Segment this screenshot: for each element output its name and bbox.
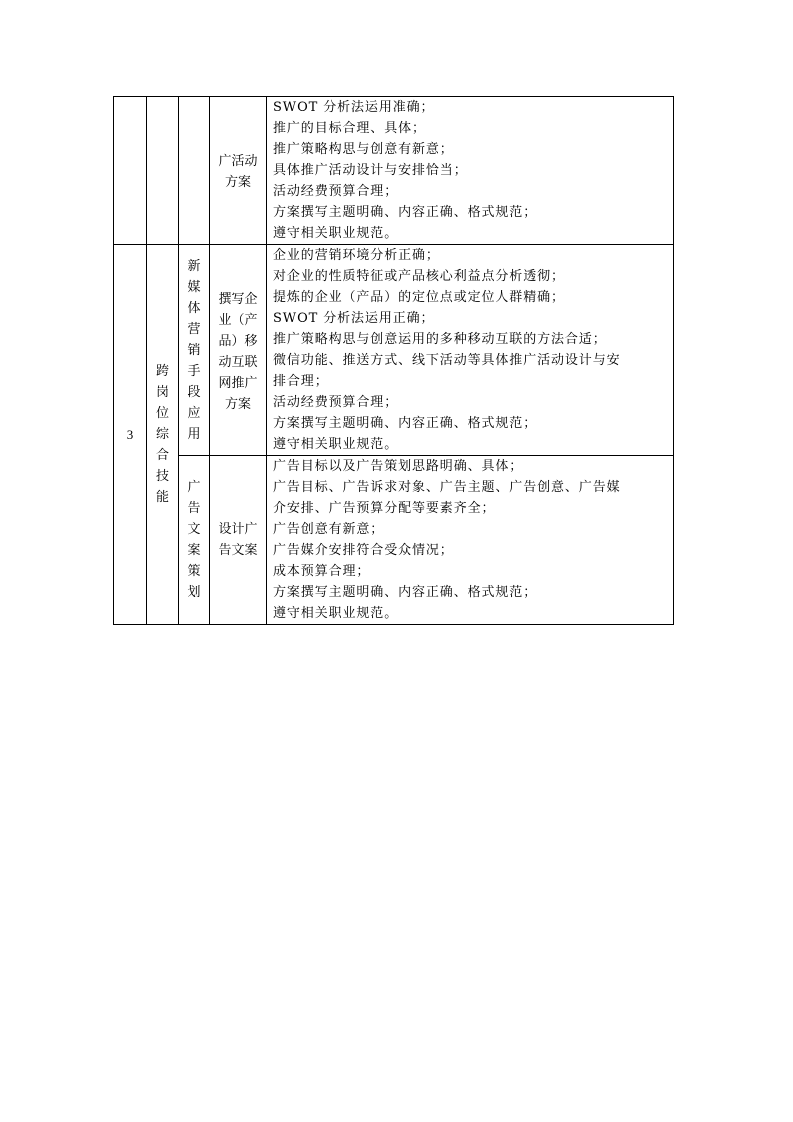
- project-name-cell: [210, 456, 267, 625]
- category-cell-empty: [147, 97, 179, 245]
- criteria-line: 广告创意有新意；: [273, 522, 385, 537]
- criteria-line: 活动经费预算合理；: [273, 184, 399, 199]
- criteria-line: 推广策略构思与创意有新意；: [273, 142, 454, 157]
- criteria-line: 遵守相关职业规范。: [273, 226, 399, 241]
- criteria-line: SWOT 分析法运用准确；: [273, 100, 435, 115]
- criteria-line: 具体推广活动设计与安排恰当；: [273, 163, 468, 178]
- criteria-line: 成本预算合理；: [273, 564, 371, 579]
- criteria-line: 广告目标以及广告策划思路明确、具体；: [273, 459, 524, 474]
- criteria-line: 广告媒介安排符合受众情况；: [273, 543, 454, 558]
- number-cell-empty: [114, 97, 147, 245]
- criteria-line: 介安排、广告预算分配等要素齐全；: [273, 501, 496, 516]
- criteria-line: 推广策略构思与创意运用的多种移动互联的方法合适；: [273, 332, 607, 347]
- module-text: 新媒体营销手段应用: [187, 258, 201, 442]
- assessment-table: [113, 96, 674, 625]
- criteria-line: 方案撰写主题明确、内容正确、格式规范；: [273, 416, 538, 431]
- section-number: 3: [126, 427, 134, 442]
- criteria-line: 排合理；: [273, 374, 329, 389]
- criteria-cell: [267, 245, 674, 456]
- criteria-line: 方案撰写主题明确、内容正确、格式规范；: [273, 205, 538, 220]
- project-name-cell: [210, 245, 267, 456]
- criteria-line: 广告目标、广告诉求对象、广告主题、广告创意、广告媒: [273, 480, 621, 495]
- project-name-text: 广活动方案: [218, 153, 258, 190]
- criteria-line: 微信功能、推送方式、线下活动等具体推广活动设计与安: [273, 353, 621, 368]
- category-text: 跨岗位综合技能: [155, 364, 169, 505]
- criteria-cell: [267, 97, 674, 245]
- criteria-line: 提炼的企业（产品）的定位点或定位人群精确；: [273, 290, 565, 305]
- criteria-line: 遵守相关职业规范。: [273, 606, 399, 621]
- table-row-ad-copy: [114, 456, 674, 625]
- module-text: 广告文案策划: [187, 480, 201, 600]
- project-name-cell: [210, 97, 267, 245]
- criteria-line: 活动经费预算合理；: [273, 395, 399, 410]
- module-cell-empty: [179, 97, 210, 245]
- section-number-cell: [114, 245, 147, 625]
- table-row-continued: [114, 97, 674, 245]
- criteria-line: 遵守相关职业规范。: [273, 437, 399, 452]
- category-cell: [147, 245, 179, 625]
- module-cell: [179, 245, 210, 456]
- module-cell: [179, 456, 210, 625]
- criteria-line: 方案撰写主题明确、内容正确、格式规范；: [273, 585, 538, 600]
- project-name-text: 撰写企业（产品）移动互联网推广方案: [218, 292, 258, 412]
- criteria-cell: [267, 456, 674, 625]
- project-name-text: 设计广告文案: [218, 522, 258, 558]
- criteria-line: SWOT 分析法运用正确；: [273, 311, 435, 326]
- criteria-line: 对企业的性质特征或产品核心利益点分析透彻；: [273, 269, 565, 284]
- table-row-new-media: [114, 245, 674, 456]
- criteria-line: 企业的营销环境分析正确；: [273, 248, 440, 263]
- criteria-line: 推广的目标合理、具体；: [273, 121, 426, 136]
